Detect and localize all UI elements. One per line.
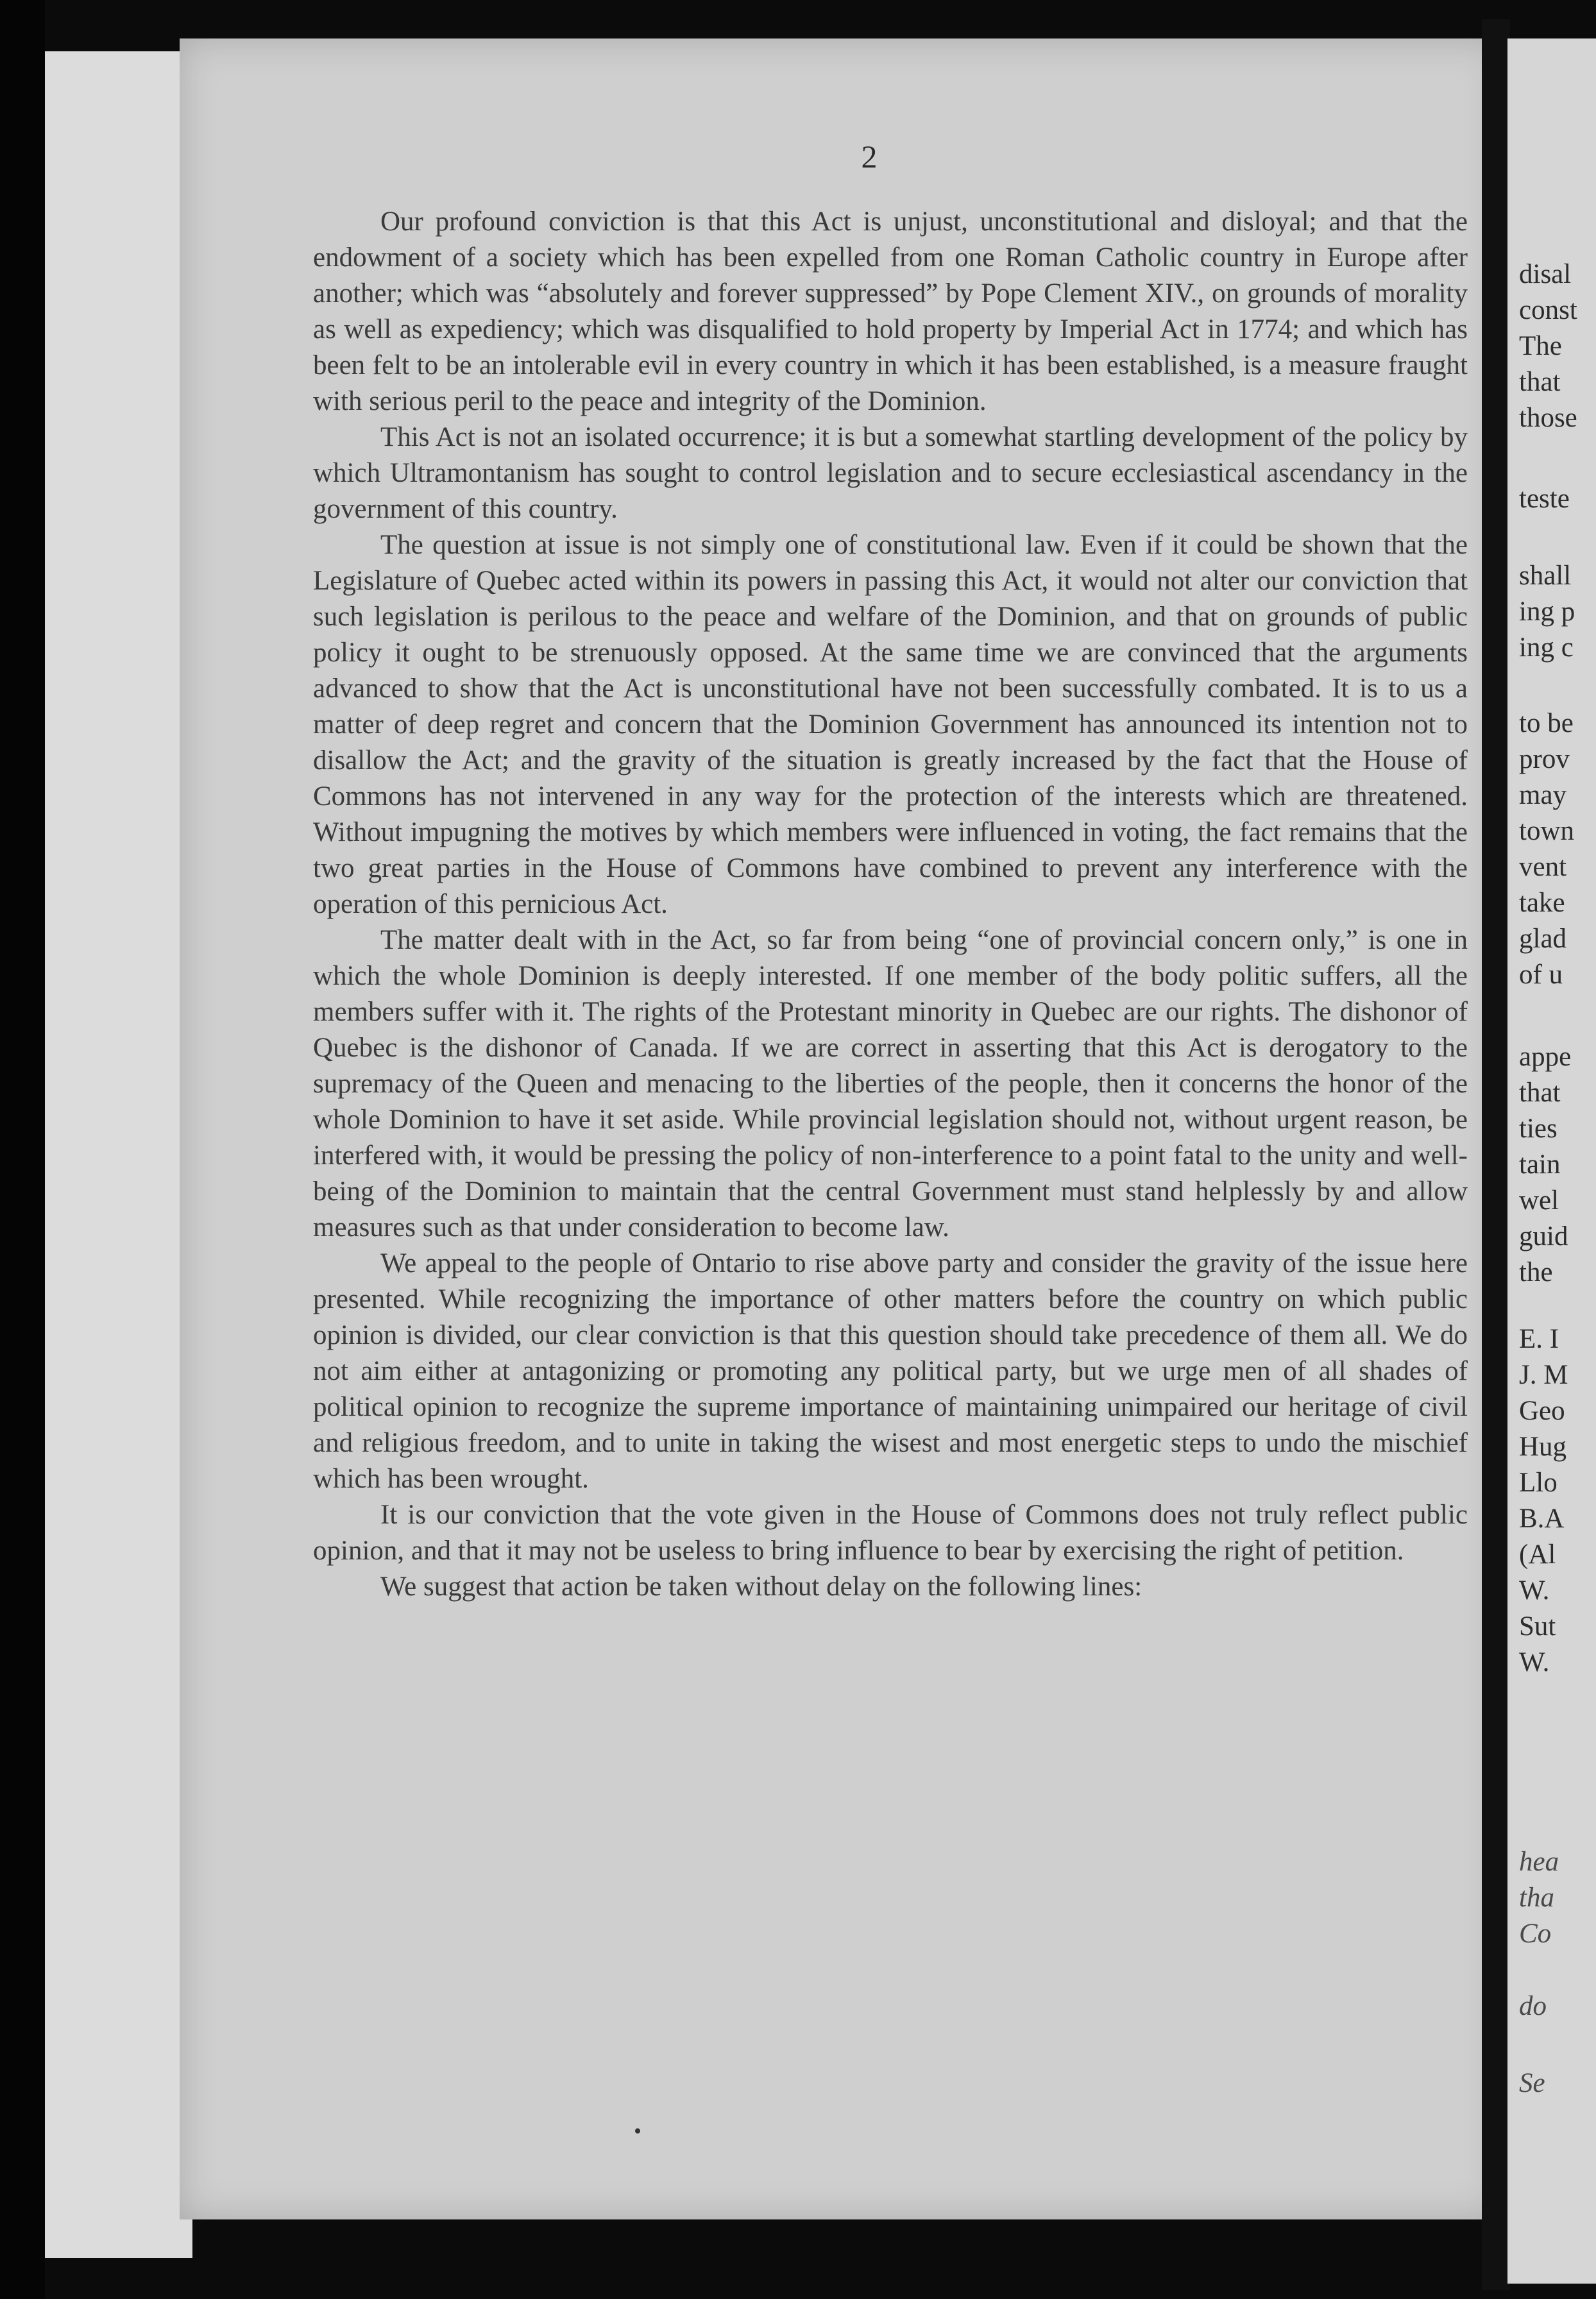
adjacent-page-line: prov — [1519, 744, 1570, 774]
facing-page-edge — [45, 51, 192, 2258]
adjacent-page-line: glad — [1519, 924, 1567, 954]
paragraph-3: The question at issue is not simply one of constitutional law. Even if it could be shown that the Legislature of Quebec acted within its powers in passing this Act, it would not alter our conviction that such legislation is perilous to the peace and welfare of the Dominion, and that on grounds of public policy it ought to be strenuously opposed. At the same time we are convinced that the arguments advanced to show that the Act is unconstitutional have not been successfully combated. It is to us a matter of deep regret and concern that the Dominion Government has announced its intention not to disallow the Act; and the gravity of the situation is greatly increased by the fact that the House of Commons has not intervened in any way for the protection of the interests which are threatened. Without impugning the motives by which members were influenced in voting, the fact remains that the two great parties in the House of Commons have combined to prevent any interference with the operation of this pernicious Act. — [313, 530, 1468, 919]
adjacent-page-line: ties — [1519, 1114, 1558, 1144]
adjacent-page-line: teste — [1519, 484, 1570, 514]
adjacent-page-line: W. — [1519, 1575, 1550, 1606]
adjacent-page-line: that — [1519, 367, 1561, 397]
adjacent-page-line: to be — [1519, 708, 1574, 738]
adjacent-page-line: const — [1519, 295, 1577, 325]
adjacent-page-line: those — [1519, 403, 1577, 433]
adjacent-page-line: shall — [1519, 561, 1572, 591]
adjacent-page-line: of u — [1519, 960, 1563, 990]
paragraph-2: This Act is not an isolated occurrence; it is but a somewhat startling development of the policy by which Ultramontanism has sought to control legislation and to secure ecclesiastical ascendancy in the government of this country. — [313, 422, 1468, 524]
adjacent-page-line: tain — [1519, 1150, 1561, 1180]
adjacent-page-line: B.A — [1519, 1504, 1565, 1534]
adjacent-page-line: ing p — [1519, 597, 1575, 627]
adjacent-page-line: ing c — [1519, 632, 1574, 663]
adjacent-page-italic-line: Co — [1519, 1919, 1552, 1949]
adjacent-page-line: (Al — [1519, 1540, 1556, 1570]
adjacent-page-line: take — [1519, 888, 1565, 918]
paragraph-7: We suggest that action be taken without delay on the following lines: — [380, 1572, 1142, 1602]
adjacent-page-line: E. I — [1519, 1324, 1559, 1354]
ink-dot — [635, 2128, 640, 2134]
adjacent-page-line: that — [1519, 1078, 1561, 1108]
paragraph-6: It is our conviction that the vote given in the House of Commons does not truly reflect public opinion, and that it may not be useless to bring influence to bear by exercising the right of petition. — [313, 1500, 1468, 1566]
page-gutter — [1482, 19, 1510, 2290]
adjacent-page-line: vent — [1519, 852, 1567, 882]
adjacent-page-line: J. M — [1519, 1360, 1568, 1390]
adjacent-page-italic-line: hea — [1519, 1847, 1559, 1877]
film-border — [0, 0, 45, 2299]
adjacent-page-line: Geo — [1519, 1396, 1565, 1426]
adjacent-page-line: the — [1519, 1257, 1553, 1287]
paragraph-1: Our profound conviction is that this Act is unjust, unconstitutional and disloyal; and that the endowment of a society which has been expelled from one Roman Catholic country in Europe after another; which was “absolutely and forever suppressed” by Pope Clement XIV., on grounds of morality as well as expediency; which was disqualified to hold property by Imperial Act in 1774; and which has been felt to be an intolerable evil in every country in which it has been established, is a measure fraught with serious peril to the peace and integrity of the Dominion. — [313, 207, 1468, 416]
adjacent-page-line: appe — [1519, 1042, 1572, 1072]
adjacent-page-line: The — [1519, 331, 1562, 361]
adjacent-page-italic-line: do — [1519, 1991, 1547, 2021]
page-number: 2 — [861, 139, 878, 174]
adjacent-page-italic-line: Se — [1519, 2068, 1545, 2098]
adjacent-page-line: Sut — [1519, 1611, 1556, 1642]
paragraph-4: The matter dealt with in the Act, so far from being “one of provincial concern only,” is one in which the whole Dominion is deeply interested. If one member of the body politic suffers, all the members suffer with it. The rights of the Protestant minority in Quebec are our rights. The dishonor of Quebec is the dishonor of Canada. If we are correct in asserting that this Act is derogatory to the supremacy of the Queen and menacing to the liberties of the people, then it concerns the honor of the whole Dominion to have it set aside. While provincial legislation should not, without urgent reason, be interfered with, it would be pressing the policy of non-interference to a point fatal to the unity and well-being of the Dominion to maintain that the central Government must stand helplessly by and allow measures such as that under consideration to become law. — [313, 925, 1468, 1243]
adjacent-page-line: Hug — [1519, 1432, 1567, 1462]
document-body — [313, 204, 1468, 1605]
adjacent-page-line: town — [1519, 816, 1574, 846]
adjacent-page-line: guid — [1519, 1221, 1568, 1251]
paragraph-5: We appeal to the people of Ontario to rise above party and consider the gravity of the issue here presented. While recognizing the importance of other matters before the country on which public opinion is divided, our clear conviction is that this question should take precedence of them all. We do not aim either at antagonizing or promoting any political party, but we urge men of all shades of political opinion to recognize the supreme importance of maintaining unimpaired our heritage of civil and religious freedom, and to unite in taking the wisest and most energetic steps to undo the mischief which has been wrought. — [313, 1248, 1468, 1494]
adjacent-page — [1507, 38, 1596, 2284]
adjacent-page-line: W. — [1519, 1647, 1550, 1677]
adjacent-page-italic-line: tha — [1519, 1883, 1554, 1913]
adjacent-page-line: disal — [1519, 259, 1572, 289]
adjacent-page-line: Llo — [1519, 1468, 1558, 1498]
adjacent-page-line: may — [1519, 780, 1567, 810]
adjacent-page-line: wel — [1519, 1185, 1559, 1216]
